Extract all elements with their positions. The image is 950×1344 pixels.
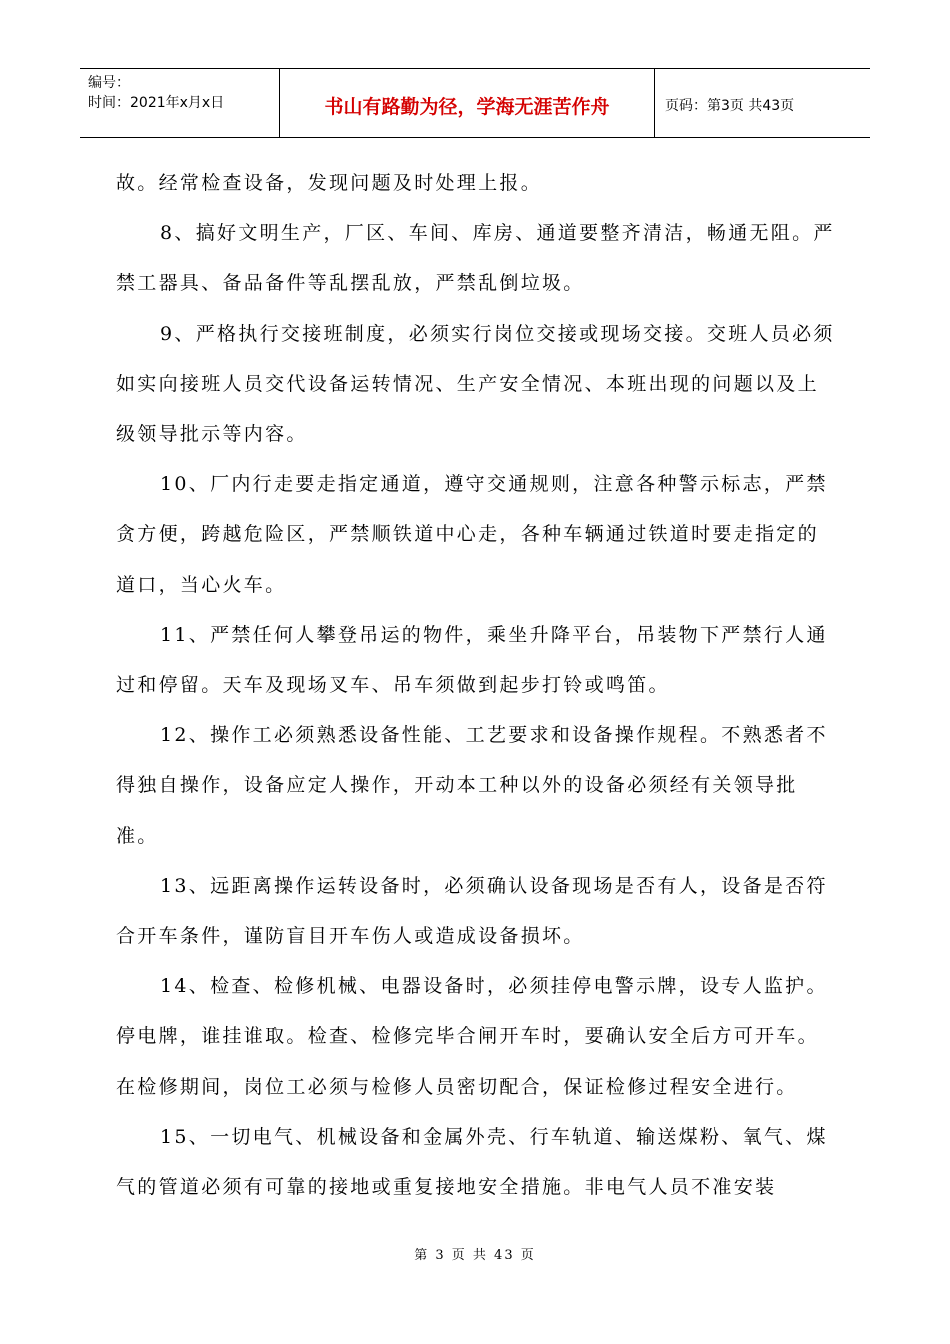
page-header	[80, 68, 870, 138]
paragraph: 15、一切电气、机械设备和金属外壳、行车轨道、输送煤粉、氧气、煤气的管道必须有可靠的接地或重复接地安全措施。非电气人员不准安装	[116, 1125, 828, 1199]
header-meta	[80, 69, 280, 137]
paragraph: 13、远距离操作运转设备时，必须确认设备现场是否有人，设备是否符合开车条件，谨防盲目开车伤人或造成设备损坏。	[116, 874, 828, 948]
paragraph: 11、严禁任何人攀登吊运的物件，乘坐升降平台，吊装物下严禁行人通过和停留。天车及现场叉车、吊车须做到起步打铃或鸣笛。	[116, 623, 828, 697]
paragraph: 14、检查、检修机械、电器设备时，必须挂停电警示牌，设专人监护。停电牌，谁挂谁取。检查、检修完毕合闸开车时，要确认安全后方可开车。在检修期间，岗位工必须与检修人员密切配合，保证检修过程安全进行。	[116, 975, 828, 1098]
document-body	[116, 158, 836, 1212]
paragraph: 故。经常检查设备，发现问题及时处理上报。	[116, 172, 543, 194]
paragraph: 12、操作工必须熟悉设备性能、工艺要求和设备操作规程。不熟悉者不得独自操作，设备应定人操作，开动本工种以外的设备必须经有关领导批准。	[116, 724, 828, 847]
header-page-info: 页码：第3页 共43页	[665, 98, 795, 114]
paragraph: 8、搞好文明生产，厂区、车间、库房、通道要整齐清洁，畅通无阻。严禁工器具、备品备件等乱摆乱放，严禁乱倒垃圾。	[116, 222, 835, 295]
document-time-label: 时间：2021年x月x日	[88, 95, 225, 111]
page-footer: 第 3 页 共 43 页	[414, 1248, 536, 1263]
header-motto: 书山有路勤为径，学海无涯苦作舟	[280, 69, 655, 137]
paragraph: 9、严格执行交接班制度，必须实行岗位交接或现场交接。交班人员必须如实向接班人员交代设备运转情况、生产安全情况、本班出现的问题以及上级领导批示等内容。	[116, 322, 835, 446]
paragraph: 10、厂内行走要走指定通道，遵守交通规则，注意各种警示标志，严禁贪方便，跨越危险区，严禁顺铁道中心走，各种车辆通过铁道时要走指定的道口，当心火车。	[116, 473, 828, 596]
document-number-label: 编号：	[88, 75, 130, 91]
